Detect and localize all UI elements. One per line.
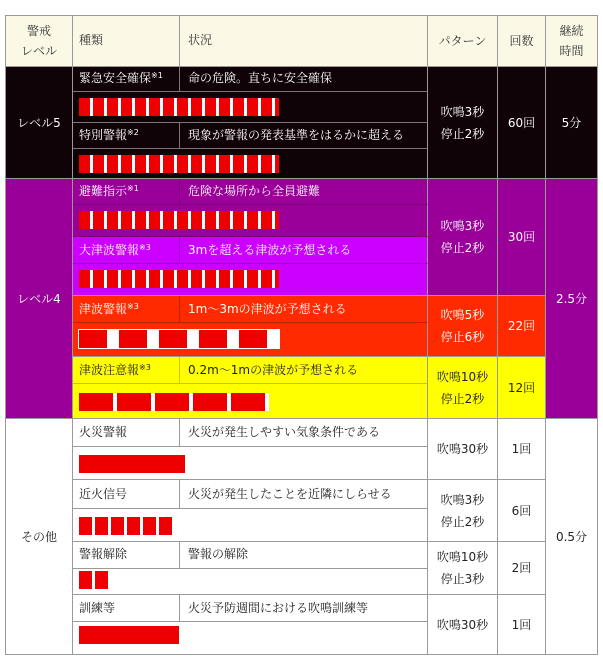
siren-pattern-bar bbox=[79, 571, 109, 589]
level4-siren-row-4 bbox=[73, 384, 428, 419]
level4-type-3-text: 津波警報 bbox=[79, 302, 128, 316]
other-count-4: 1回 bbox=[498, 595, 546, 655]
other-label: その他 bbox=[5, 419, 73, 655]
level4-pattern-2: 吹鳴5秒 停止6秒 bbox=[428, 296, 498, 357]
level5-count: 60回 bbox=[498, 67, 546, 179]
other-situation-1 bbox=[180, 419, 428, 447]
header-pattern: パターン bbox=[428, 15, 498, 67]
level5-pattern: 吹鳴3秒 停止2秒 bbox=[428, 67, 498, 179]
other-pattern-3: 吹鳴10秒 停止3秒 bbox=[428, 542, 498, 595]
level5-situation-2 bbox=[180, 123, 428, 149]
other-pattern-1: 吹鳴30秒 bbox=[428, 419, 498, 480]
other-pattern-2: 吹鳴3秒 停止2秒 bbox=[428, 480, 498, 542]
siren-pattern-bar bbox=[79, 626, 179, 644]
level4-situation-3 bbox=[180, 296, 428, 323]
level5-label: レベル5 bbox=[5, 67, 73, 179]
siren-pattern-bar bbox=[79, 393, 269, 411]
level5-note-2: ※2 bbox=[127, 128, 139, 137]
level4-note-3: ※3 bbox=[127, 302, 139, 311]
other-type-1 bbox=[73, 419, 180, 447]
level4-situation-3-text: 1m～3mの津波が予想される bbox=[188, 302, 347, 316]
other-pattern-4: 吹鳴30秒 bbox=[428, 595, 498, 655]
level4-pattern-1: 吹鳴3秒 停止2秒 bbox=[428, 179, 498, 296]
level4-situation-2-text: 3mを超える津波が予想される bbox=[188, 243, 352, 257]
header-level: 警戒 レベル bbox=[5, 15, 73, 67]
level4-situation-2 bbox=[180, 237, 428, 264]
level4-siren-row-1 bbox=[73, 205, 428, 237]
level5-type-1 bbox=[73, 67, 180, 92]
level4-count-1: 30回 bbox=[498, 179, 546, 296]
header-type: 種類 bbox=[79, 33, 104, 47]
level4-type-4 bbox=[73, 357, 180, 384]
level4-note-2: ※3 bbox=[139, 243, 151, 252]
other-siren-row-2 bbox=[73, 509, 428, 542]
level4-type-2 bbox=[73, 237, 180, 264]
header-situation-cell bbox=[180, 15, 428, 67]
other-situation-2 bbox=[180, 480, 428, 509]
header-duration: 継続 時間 bbox=[546, 15, 598, 67]
other-situation-4 bbox=[180, 595, 428, 622]
other-situation-1-text: 火災が発生しやすい気象条件である bbox=[188, 425, 381, 439]
level4-type-1 bbox=[73, 179, 180, 205]
level4-siren-row-2 bbox=[73, 264, 428, 296]
other-duration: 0.5分 bbox=[546, 419, 598, 655]
other-siren-row-4 bbox=[73, 622, 428, 655]
other-siren-row-3 bbox=[73, 569, 428, 595]
level5-situation-2-text: 現象が警報の発表基準をはるかに超える bbox=[188, 128, 405, 142]
siren-pattern-bar bbox=[79, 98, 279, 116]
level4-situation-1-text: 危険な場所から全員避難 bbox=[188, 184, 321, 198]
other-count-2: 6回 bbox=[498, 480, 546, 542]
level4-type-3 bbox=[73, 296, 180, 323]
level5-situation-1 bbox=[180, 67, 428, 92]
level4-type-1-text: 避難指示 bbox=[79, 184, 128, 198]
level4-count-2: 22回 bbox=[498, 296, 546, 357]
other-situation-3 bbox=[180, 542, 428, 569]
other-type-4 bbox=[73, 595, 180, 622]
level4-note-4: ※3 bbox=[139, 363, 151, 372]
other-type-2 bbox=[73, 480, 180, 509]
level5-situation-1-text: 命の危険。直ちに安全確保 bbox=[188, 71, 333, 85]
other-siren-row-1 bbox=[73, 447, 428, 480]
siren-pattern-bar bbox=[79, 517, 172, 535]
level5-type-1-text: 緊急安全確保 bbox=[79, 71, 152, 85]
level4-note-1: ※1 bbox=[127, 184, 139, 193]
level4-pattern-3: 吹鳴10秒 停止2秒 bbox=[428, 357, 498, 419]
siren-pattern-bar bbox=[79, 155, 279, 173]
level4-duration: 2.5分 bbox=[546, 179, 598, 419]
level5-type-2-text: 特別警報 bbox=[79, 128, 128, 142]
other-type-3-text: 警報解除 bbox=[79, 547, 128, 561]
level4-type-2-text: 大津波警報 bbox=[79, 243, 140, 257]
other-situation-3-text: 警報の解除 bbox=[188, 547, 249, 561]
level4-label: レベル4 bbox=[5, 179, 73, 419]
other-count-3: 2回 bbox=[498, 542, 546, 595]
level5-duration: 5分 bbox=[546, 67, 598, 179]
other-type-2-text: 近火信号 bbox=[79, 487, 128, 501]
siren-pattern-bar bbox=[79, 211, 279, 229]
level4-type-4-text: 津波注意報 bbox=[79, 363, 140, 377]
header-type-cell bbox=[73, 15, 180, 67]
other-situation-2-text: 火災が発生したことを近隣にしらせる bbox=[188, 487, 392, 501]
siren-pattern-bar bbox=[79, 270, 279, 288]
level4-situation-1 bbox=[180, 179, 428, 205]
level4-siren-row-3 bbox=[73, 323, 428, 357]
other-count-1: 1回 bbox=[498, 419, 546, 480]
level4-count-3: 12回 bbox=[498, 357, 546, 419]
level4-situation-4 bbox=[180, 357, 428, 384]
siren-pattern-bar bbox=[79, 455, 185, 473]
level5-siren-row-2 bbox=[73, 149, 428, 179]
level5-type-2 bbox=[73, 123, 180, 149]
level5-siren-row-1 bbox=[73, 92, 428, 123]
level5-note-1: ※1 bbox=[151, 71, 163, 80]
other-type-3 bbox=[73, 542, 180, 569]
other-situation-4-text: 火災予防週間における吹鳴訓練等 bbox=[188, 601, 369, 615]
siren-pattern-bar bbox=[79, 330, 279, 348]
header-count: 回数 bbox=[498, 15, 546, 67]
level4-situation-4-text: 0.2m～1mの津波が予想される bbox=[188, 363, 359, 377]
header-situation: 状況 bbox=[188, 33, 213, 47]
other-type-1-text: 火災警報 bbox=[79, 425, 128, 439]
other-type-4-text: 訓練等 bbox=[79, 601, 116, 615]
